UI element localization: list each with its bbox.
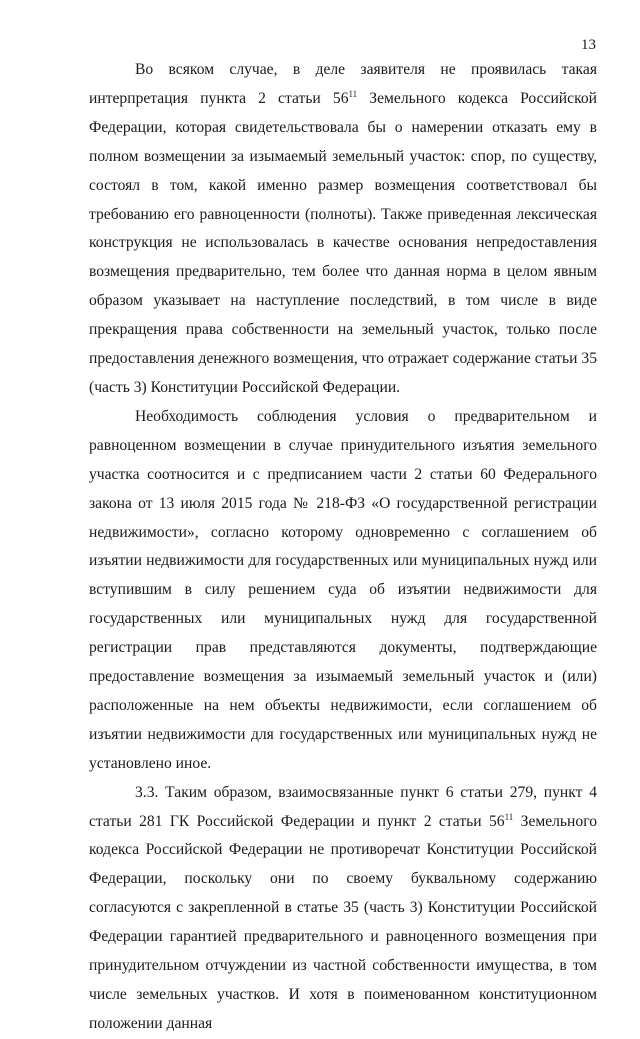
footnote-superscript: 11 [504, 811, 514, 822]
paragraph-3-text: 3.3. Таким образом, взаимосвязанные пункт 6 статьи 279, пункт 4 статьи 281 ГК Российской Федерации и пункт 2 статьи 56 [89, 783, 597, 830]
paragraph-2 [89, 403, 597, 779]
page-number: 13 [581, 37, 596, 53]
paragraph-2-text: Необходимость соблюдения условия о предварительном и равноценном возмещении в случае принудительного изъятия земельного участка соотносится и с предписанием части 2 статьи 60 Федерального закона от 13 июля 2015 года № 218-ФЗ «О государственной регистрации недвижимости», согласно которому одновременно с соглашением об изъятии недвижимости для государственных или муниципальных нужд или вступившим в силу решением суда об изъятии недвижимости для государственных или муниципальных нужд для государственной регистрации прав представляются документы, подтверждающие предоставление возмещения за изымаемый земельный участок и (или) расположенные на нем объекты недвижимости, если соглашением об изъятии недвижимости для государственных или муниципальных нужд не установлено иное. [89, 407, 597, 772]
paragraph-1-text: Во всяком случае, в деле заявителя не проявилась такая интерпретация пункта 2 статьи 56 [89, 61, 597, 107]
paragraph-3 [89, 779, 597, 1039]
paragraph-1 [89, 56, 597, 403]
paragraph-3-text-continued: Земельного кодекса Российской Федерации не противоречат Конституции Российской Федерации, поскольку они по своему буквальному содержанию согласуются с закрепленной в статье 35 (часть 3) Конституции Российской Федерации гарантией предварительного и равноценного возмещения при принудительном отчуждении из частной собственности имущества, в том числе земельных участков. И хотя в поименованном конституционном положении данная [89, 812, 597, 1032]
document-body [89, 56, 597, 1039]
footnote-superscript: 11 [348, 88, 358, 99]
paragraph-1-text-continued: Земельного кодекса Российской Федерации, которая свидетельствовала бы о намерении отказать ему в полном возмещении за изымаемый земельный участок: спор, по существу, состоял в том, какой именно размер возмещения соответствовал бы требованию его равноценности (полноты). Также приведенная лексическая конструкция не использовалась в качестве основания непредоставления возмещения предварительно, тем более что данная норма в целом явным образом указывает на наступление последствий, в том числе в виде прекращения права собственности на земельный участок, только после предоставления денежного возмещения, что отражает содержание статьи 35 (часть 3) Конституции Российской Федерации. [89, 89, 597, 396]
